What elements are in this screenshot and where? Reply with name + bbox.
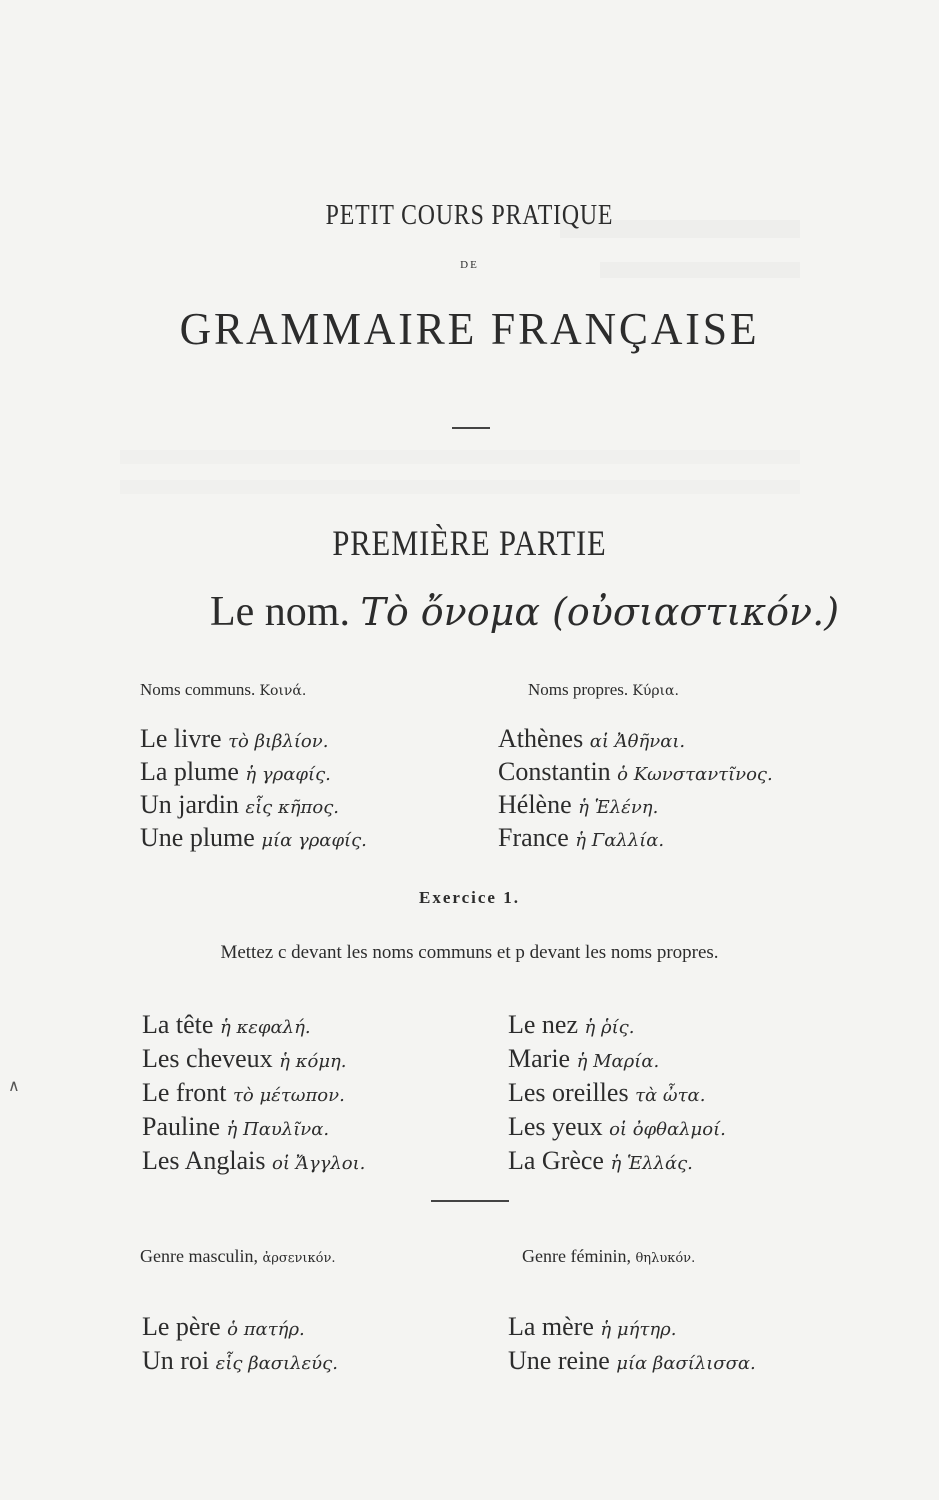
title-line-2: GRAMMAIRE FRANÇAISE — [179, 303, 760, 354]
entry-gr: ἡ Παυλῖνα. — [226, 1119, 330, 1140]
entry-gr: ὁ πατήρ. — [227, 1319, 305, 1340]
part-heading: PREMIÈRE PARTIE — [332, 523, 607, 563]
entry-gr: τὸ βιβλίον. — [228, 731, 329, 752]
genre-heading-fem-fr: Genre féminin, — [522, 1246, 631, 1266]
entry-gr: ἡ Γαλλία. — [575, 830, 665, 851]
list-item — [140, 724, 328, 757]
list-item — [142, 1010, 311, 1043]
list-item — [142, 1078, 345, 1111]
entry-gr: ἡ Μαρία. — [576, 1051, 660, 1072]
column-heading-common-gr: Κοινά. — [259, 683, 307, 699]
chapter-heading-fr: Le nom. — [210, 589, 350, 635]
entry-gr: ἡ κεφαλή. — [219, 1017, 311, 1038]
entry-fr: La tête — [142, 1010, 214, 1039]
column-heading-proper — [528, 680, 679, 700]
entry-fr: La plume — [140, 757, 239, 786]
list-item — [140, 823, 367, 856]
title-line-1: PETIT COURS PRATIQUE — [325, 200, 614, 231]
entry-fr: Marie — [508, 1044, 571, 1073]
chapter-heading-gr: Τὸ ὄνομα (οὐσιαστικόν.) — [360, 590, 840, 634]
entry-fr: Le livre — [140, 724, 222, 753]
entry-gr: μία βασίλισσα. — [616, 1353, 756, 1374]
entry-gr: τὰ ὦτα. — [635, 1085, 706, 1106]
entry-gr: ἡ μήτηρ. — [600, 1319, 677, 1340]
margin-mark: ∧ — [8, 1078, 20, 1095]
list-item — [508, 1146, 693, 1179]
entry-fr: Pauline — [142, 1112, 220, 1141]
list-item — [508, 1112, 726, 1145]
show-through-band — [120, 450, 800, 464]
entry-gr: τὸ μέτωπον. — [232, 1085, 345, 1106]
list-item — [508, 1078, 705, 1111]
genre-heading-masc — [140, 1246, 336, 1267]
entry-fr: La mère — [508, 1312, 594, 1341]
list-item — [508, 1010, 634, 1043]
entry-gr: οἱ ὀφθαλμοί. — [609, 1119, 726, 1140]
list-item — [498, 757, 773, 790]
column-heading-proper-fr: Noms propres. — [528, 680, 629, 699]
genre-heading-masc-fr: Genre masculin, — [140, 1246, 258, 1266]
entry-fr: Une reine — [508, 1346, 610, 1375]
list-item — [142, 1312, 305, 1345]
list-item — [142, 1346, 338, 1379]
list-item — [508, 1044, 659, 1077]
column-heading-common-fr: Noms communs. — [140, 680, 256, 699]
entry-gr: εἷς κῆπος. — [245, 797, 339, 818]
entry-fr: Le front — [142, 1078, 227, 1107]
divider-short — [452, 427, 490, 429]
title-de: DE — [460, 259, 479, 271]
entry-gr: οἱ Ἄγγλοι. — [272, 1153, 366, 1174]
entry-fr: Le nez — [508, 1010, 579, 1039]
list-item — [508, 1346, 756, 1379]
entry-fr: Constantin — [498, 757, 611, 786]
list-item — [142, 1112, 329, 1145]
chapter-heading — [210, 588, 839, 636]
list-item — [498, 790, 658, 823]
entry-fr: La Grèce — [508, 1146, 604, 1175]
entry-fr: Un jardin — [140, 790, 239, 819]
entry-gr: ἡ Ἑλένη. — [578, 797, 659, 818]
entry-gr: εἷς βασιλεύς. — [215, 1353, 338, 1374]
entry-fr: Une plume — [140, 823, 255, 852]
genre-heading-masc-gr: ἀρσενικόν. — [262, 1251, 336, 1266]
exercise-instruction: Mettez c devant les noms communs et p devant les noms propres. — [220, 942, 719, 963]
entry-fr: Athènes — [498, 724, 584, 753]
list-item — [142, 1146, 365, 1179]
entry-fr: Les Anglais — [142, 1146, 266, 1175]
entry-gr: ἡ κόμη. — [279, 1051, 347, 1072]
list-item — [508, 1312, 676, 1345]
list-item — [498, 724, 685, 757]
entry-gr: αἱ Ἀθῆναι. — [589, 731, 686, 752]
genre-heading-fem — [522, 1246, 695, 1267]
genre-heading-fem-gr: θηλυκόν. — [635, 1251, 696, 1266]
list-item — [140, 757, 331, 790]
entry-gr: ἡ Ἑλλάς. — [610, 1153, 693, 1174]
entry-gr: μία γραφίς. — [261, 830, 367, 851]
entry-fr: Le père — [142, 1312, 221, 1341]
entry-fr: Les oreilles — [508, 1078, 629, 1107]
list-item — [140, 790, 339, 823]
divider-mid — [431, 1200, 509, 1202]
list-item — [498, 823, 664, 856]
entry-fr: France — [498, 823, 569, 852]
entry-fr: Les cheveux — [142, 1044, 273, 1073]
entry-fr: Les yeux — [508, 1112, 603, 1141]
entry-gr: ἡ ῥίς. — [584, 1017, 635, 1038]
list-item — [142, 1044, 347, 1077]
entry-gr: ὁ Κωνσταντῖνος. — [617, 764, 773, 785]
entry-fr: Hélène — [498, 790, 572, 819]
exercise-title: Exercice 1. — [419, 888, 520, 907]
column-heading-proper-gr: Κύρια. — [632, 683, 679, 699]
column-heading-common — [140, 680, 306, 700]
entry-fr: Un roi — [142, 1346, 210, 1375]
entry-gr: ἡ γραφίς. — [245, 764, 331, 785]
show-through-band — [120, 480, 800, 494]
